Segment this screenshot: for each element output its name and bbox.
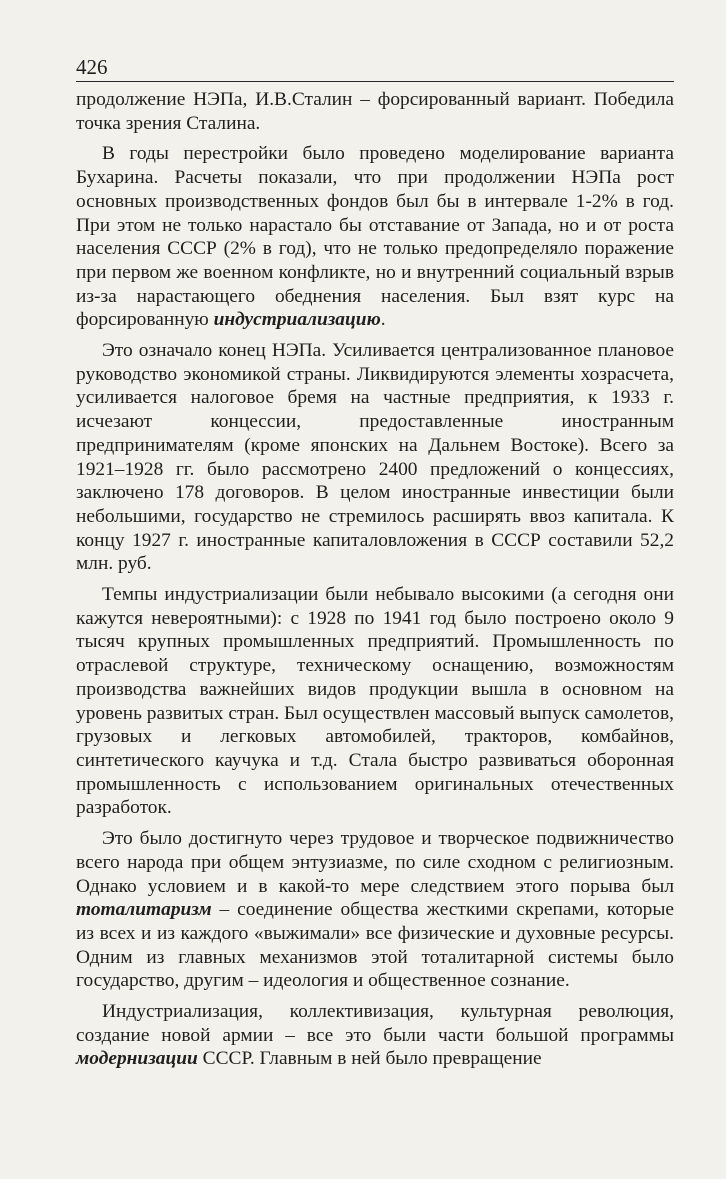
text-run: Темпы индустриализации были небывало высокими (а сегодня они кажутся невероятными): с 1928 по 1941 год было построено около 9 тысяч крупных промышленных предприятий. Промышленность по отраслевой структуре, техническому оснащению, возможностям производства важнейших видов продукции вышла в основном на уровень развитых стран. Был осуществлен массовый выпуск самолетов, грузовых и легковых автомобилей, тракторов, комбайнов, синтетического каучука и т.д. Стала быстро развиваться оборонная промышленность с использованием оригинальных отечественных разработок. [76,584,675,819]
emphasized-term: индустриализацию [213,309,381,331]
paragraph [76,583,674,820]
emphasized-term: модернизации [76,1048,198,1070]
text-run: Это означало конец НЭПа. Усиливается централизованное плановое руководство экономикой страны. Ликвидируются элементы хозрасчета, усиливается налоговое бремя на частные предприятия, к 1933 г. исчезают концессии, предоставленные иностранным предпринимателям (кроме японских на Дальнем Востоке). Всего за 1921–1928 гг. было рассмотрено 2400 предложений о концессиях, заключено 178 договоров. В целом иностранные инвестиции были небольшими, государство не стремилось расширять ввоз капитала. К концу 1927 г. иностранные капиталовложения в СССР составили 52,2 млн. руб. [76,340,674,575]
text-run: – соединение общества жесткими скрепами, которые из всех и из каждого «выжимали» все физические и духовные ресурсы. Одним из главных механизмов этой тоталитарной системы было государство, другим – идеология и общественное сознание. [76,899,674,992]
text-run: Это было достигнуто через трудовое и творческое подвижничество всего народа при общем энтузиазме, по силе сходном с религиозным. Однако условием и в какой-то мере следствием этого порыва был [76,828,674,897]
paragraph [76,827,674,993]
paragraph [76,339,674,576]
paragraph [76,1000,674,1071]
emphasized-term: тоталитаризм [76,899,212,921]
text-run: СССР. Главным в ней было превращение [197,1048,542,1070]
paragraph [76,142,674,332]
paragraph [76,88,674,135]
page-number: 426 [76,55,108,79]
text-run: Индустриализация, коллективизация, культурная революция, создание новой армии – все это были части большой программы [76,1001,674,1046]
text-run: продолжение НЭПа, И.В.Сталин – форсированный вариант. Победила точка зрения Сталина. [76,89,674,134]
text-body [76,88,674,1078]
text-run: . [380,309,386,331]
header-rule [76,81,674,82]
text-run: В годы перестройки было проведено моделирование варианта Бухарина. Расчеты показали, что при продолжении НЭПа рост основных производственных фондов был бы в интервале 1-2% в год. При этом не только нарастало бы отставание от Запада, но и от роста населения СССР (2% в год), что не только предопределяло поражение при первом же военном конфликте, но и внутренний социальный взрыв из-за нарастающего обеднения населения. Был взят курс на форсированную [76,143,674,331]
